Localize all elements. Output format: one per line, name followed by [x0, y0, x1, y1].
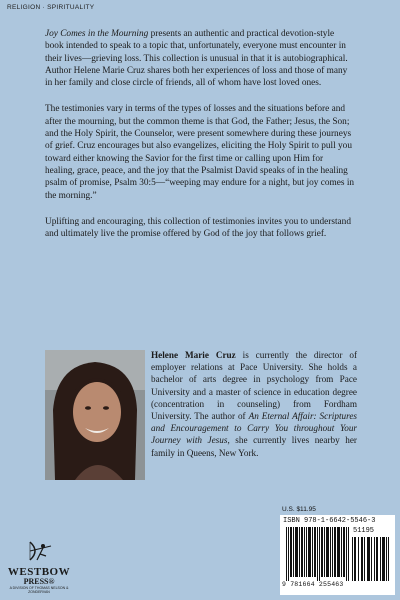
price-label: U.S. $11.95	[282, 506, 316, 513]
back-cover-blurb	[45, 28, 355, 254]
category-label: RELIGION · SPIRITUALITY	[7, 4, 95, 11]
barcode-main	[286, 527, 350, 581]
author-bio	[151, 349, 357, 459]
barcode-supplement-digits: 51195	[353, 527, 375, 535]
author-bio-text-1: is currently the director of employer relations at Pace University. She holds a bachelor of arts degree in psychology from Pace University and a master of science in education degree (concentration in counseling) from Fordham University. The author of	[151, 350, 357, 422]
blurb-paragraph-1	[45, 28, 355, 89]
publisher-division: A DIVISION OF THOMAS NELSON & ZONDERVAN	[9, 586, 69, 594]
book-title: Joy Comes in the Mourning	[45, 29, 149, 39]
author-name: Helene Marie Cruz	[151, 350, 236, 360]
other-book-title: An Eternal Affair: Scriptures and Encouragement to Carry You throughout Your Journey with Jesus	[151, 411, 357, 446]
barcode-supplement	[352, 537, 390, 581]
blurb-paragraph-1-text: presents an authentic and practical devotion-style book intended to speak to a topic that, unfortunately, everyone must encounter in their lives—grieving loss. This collection is unusual in that it is autobiographical. Author Helene Marie Cruz shares both her experiences of loss and those of many in her family and close circle of friends, all of whom have lost loved ones.	[45, 29, 348, 89]
publisher-name: WESTBOW	[7, 566, 71, 578]
barcode-digits: 9 781664 255463	[282, 581, 344, 588]
publisher-press: PRESS®	[23, 577, 55, 586]
blurb-paragraph-3: Uplifting and encouraging, this collection of testimonies invites you to understand and ultimately live the promise offered by God of the joy that follows grief.	[45, 216, 351, 240]
bow-archer-icon	[24, 540, 54, 562]
blurb-paragraph-2: The testimonies vary in terms of the types of losses and the situations before and after the mourning, but the common theme is that God, the Father; Jesus, the Son; and the Holy Spirit, the Counselor, were present somewhere during these journeys of grief. Cruz encourages but also evangelizes, eliciting the Holy Spirit to pull you toward either knowing the Savior for the first time or calling upon Him for healing, grace, peace, and the joy that the Psalmist David speaks of in the healing psalm of promise, Psalm 30:5—“weeping may endure for a night, but joy comes in the morning.”	[45, 104, 355, 201]
author-bio-text-2: , she currently lives nearby her family in Queens, New York.	[151, 435, 357, 458]
publisher-logo	[4, 540, 74, 596]
isbn-text: ISBN 978-1-6642-5546-3	[283, 517, 376, 525]
author-photo	[45, 350, 145, 480]
barcode-box	[280, 515, 395, 595]
